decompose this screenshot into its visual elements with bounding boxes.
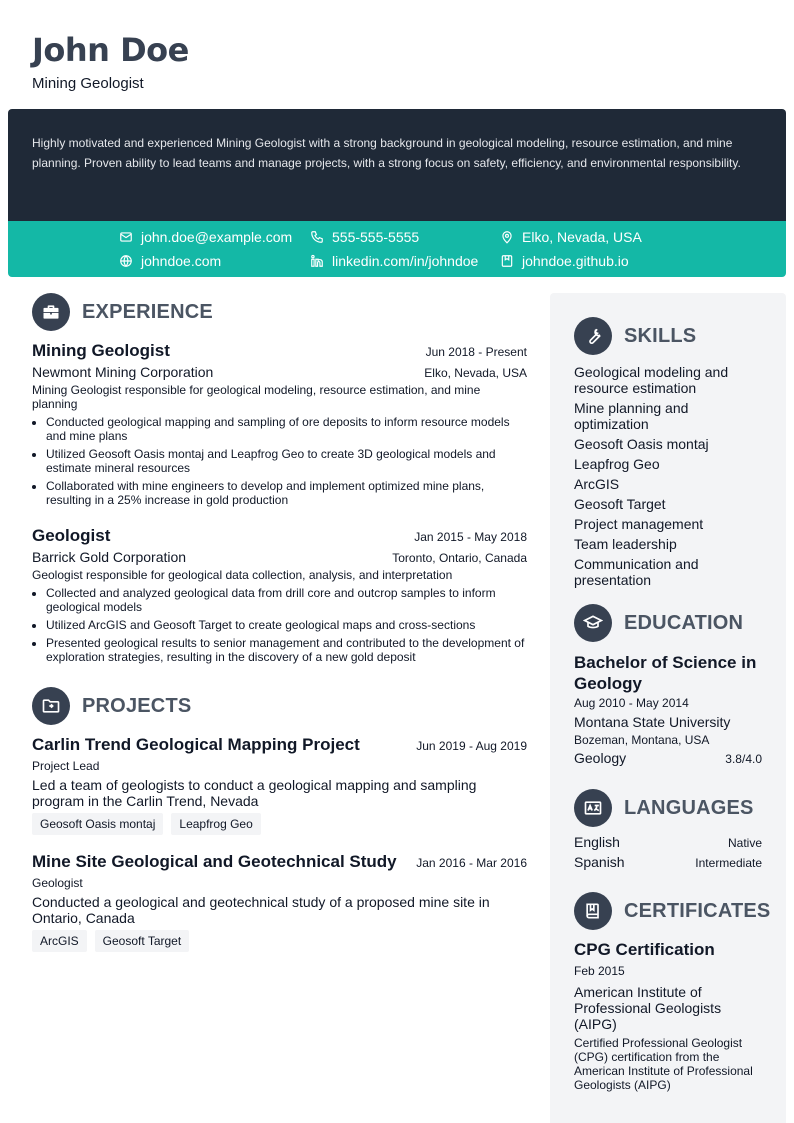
folder-icon xyxy=(32,687,70,725)
job-title: Geologist xyxy=(32,526,111,545)
resume-job-title: Mining Geologist xyxy=(32,75,144,92)
skills-heading xyxy=(574,317,696,355)
job-bullet: • Conducted geological mapping and sampling of ore deposits to inform resource models and mine plans xyxy=(46,415,527,443)
project-tags xyxy=(32,930,527,952)
project-tags xyxy=(32,813,527,835)
job-description: Geologist responsible for geological data collection, analysis, and interpretation xyxy=(32,568,453,582)
experience-title: EXPERIENCE xyxy=(82,300,213,323)
project-role: Geologist xyxy=(32,876,83,890)
education-gpa: 3.8/4.0 xyxy=(725,752,762,766)
job-bullet: • Utilized Geosoft Oasis montaj and Leapfrog Geo to create 3D geological models and estimate mineral resources xyxy=(46,447,527,475)
certificates-heading xyxy=(574,892,770,930)
skill-item: Geosoft Oasis montaj xyxy=(574,436,709,452)
certificate-item xyxy=(574,940,764,1092)
contact-phone-text: 555-555-5555 xyxy=(332,229,420,245)
projects-heading xyxy=(32,687,191,725)
skill-item: ArcGIS xyxy=(574,476,620,492)
linkedin-icon xyxy=(310,254,324,268)
education-date: Aug 2010 - May 2014 xyxy=(574,696,689,710)
phone-icon xyxy=(310,230,324,244)
language-name: Spanish xyxy=(574,854,625,870)
project-item xyxy=(32,852,527,952)
languages-title: LANGUAGES xyxy=(624,796,754,819)
project-date: Jun 2019 - Aug 2019 xyxy=(416,739,527,753)
project-tag: Geosoft Target xyxy=(95,930,190,952)
job-location: Toronto, Ontario, Canada xyxy=(392,551,527,565)
experience-heading xyxy=(32,293,213,331)
education-location: Bozeman, Montana, USA xyxy=(574,733,710,747)
skill-item: Mine planning and optimization xyxy=(574,400,689,432)
job-bullet: • Collected and analyzed geological data from drill core and outcrop samples to inform geological models xyxy=(46,586,527,614)
language-icon xyxy=(574,789,612,827)
projects-title: PROJECTS xyxy=(82,694,192,717)
contact-github-text: johndoe.github.io xyxy=(522,253,629,269)
language-item xyxy=(574,854,762,874)
job-date: Jun 2018 - Present xyxy=(425,345,527,359)
contact-website[interactable] xyxy=(119,251,221,271)
job-bullets xyxy=(32,586,527,664)
project-tag: Leapfrog Geo xyxy=(171,813,260,835)
job-location: Elko, Nevada, USA xyxy=(424,366,527,380)
project-title: Carlin Trend Geological Mapping Project xyxy=(32,735,360,754)
experience-item xyxy=(32,341,527,511)
project-tag: Geosoft Oasis montaj xyxy=(32,813,163,835)
contact-location xyxy=(500,227,642,247)
resume-name: John Doe xyxy=(32,31,189,69)
project-date: Jan 2016 - Mar 2016 xyxy=(416,856,527,870)
education-title: EDUCATION xyxy=(624,611,744,634)
skill-item: Geological modeling and resource estimation xyxy=(574,364,729,396)
certificate-title: CPG Certification xyxy=(574,940,715,959)
education-field: Geology xyxy=(574,750,627,766)
certificates-title: CERTIFICATES xyxy=(624,899,771,922)
job-date: Jan 2015 - May 2018 xyxy=(414,530,527,544)
link-icon xyxy=(500,254,514,268)
job-bullet: • Utilized ArcGIS and Geosoft Target to create geological maps and cross-sections xyxy=(46,618,527,632)
skill-item: Leapfrog Geo xyxy=(574,456,660,472)
skills-list xyxy=(574,364,764,592)
job-description: Mining Geologist responsible for geological modeling, resource estimation, and mine planning xyxy=(32,383,481,411)
contact-github[interactable] xyxy=(500,251,629,271)
contact-bar xyxy=(8,221,786,277)
project-description: Conducted a geological and geotechnical study of a proposed mine site in Ontario, Canada xyxy=(32,894,490,926)
wrench-icon xyxy=(574,317,612,355)
contact-linkedin-text: linkedin.com/in/johndoe xyxy=(332,253,479,269)
contact-location-text: Elko, Nevada, USA xyxy=(522,229,642,245)
language-name: English xyxy=(574,834,620,850)
job-bullets xyxy=(32,415,527,507)
job-company: Newmont Mining Corporation xyxy=(32,364,214,380)
skill-item: Communication and presentation xyxy=(574,556,699,588)
project-role: Project Lead xyxy=(32,759,100,773)
contact-email[interactable] xyxy=(119,227,292,247)
summary-text: Highly motivated and experienced Mining Geologist with a strong background in geological modeling, resource estimation, and mine planning. Proven ability to lead teams and manage projects, with a strong focus on safety, efficiency, and environmental responsibility. xyxy=(32,136,741,170)
certificate-issuer: American Institute of Professional Geologists (AIPG) xyxy=(574,984,722,1032)
skill-item: Project management xyxy=(574,516,704,532)
job-bullet: • Collaborated with mine engineers to develop and implement optimized mine plans, resulting in a 25% increase in gold production xyxy=(46,479,527,507)
sidebar xyxy=(550,293,786,1123)
language-level: Intermediate xyxy=(695,856,762,870)
education-degree: Bachelor of Science in Geology xyxy=(574,653,757,693)
experience-item xyxy=(32,526,527,668)
languages-list xyxy=(574,834,762,874)
graduation-cap-icon xyxy=(574,604,612,642)
languages-heading xyxy=(574,789,754,827)
skill-item: Geosoft Target xyxy=(574,496,666,512)
certificate-date: Feb 2015 xyxy=(574,964,625,978)
globe-icon xyxy=(119,254,133,268)
education-school: Montana State University xyxy=(574,714,731,730)
project-title: Mine Site Geological and Geotechnical Study xyxy=(32,852,397,871)
project-tag: ArcGIS xyxy=(32,930,87,952)
language-level: Native xyxy=(727,836,762,850)
language-item xyxy=(574,834,762,854)
skills-title: SKILLS xyxy=(624,324,697,347)
briefcase-icon xyxy=(32,293,70,331)
map-pin-icon xyxy=(500,230,514,244)
summary-block xyxy=(8,109,786,221)
project-item xyxy=(32,735,527,835)
education-item xyxy=(574,652,762,766)
contact-linkedin[interactable] xyxy=(310,251,478,271)
education-heading xyxy=(574,604,743,642)
project-description: Led a team of geologists to conduct a geological mapping and sampling program in the Carlin Trend, Nevada xyxy=(32,777,477,809)
contact-website-text: johndoe.com xyxy=(141,253,222,269)
book-icon xyxy=(574,892,612,930)
contact-phone[interactable] xyxy=(310,227,419,247)
skill-item: Team leadership xyxy=(574,536,677,552)
job-bullet: • Presented geological results to senior management and contributed to the development of exploration strategies, resulting in the discovery of a new gold deposit xyxy=(46,636,527,664)
job-title: Mining Geologist xyxy=(32,341,170,360)
job-company: Barrick Gold Corporation xyxy=(32,549,187,565)
contact-email-text: john.doe@example.com xyxy=(141,229,293,245)
certificate-description: Certified Professional Geologist (CPG) certification from the American Institute of Professional Geologists (AIPG) xyxy=(574,1036,753,1092)
mail-icon xyxy=(119,230,133,244)
